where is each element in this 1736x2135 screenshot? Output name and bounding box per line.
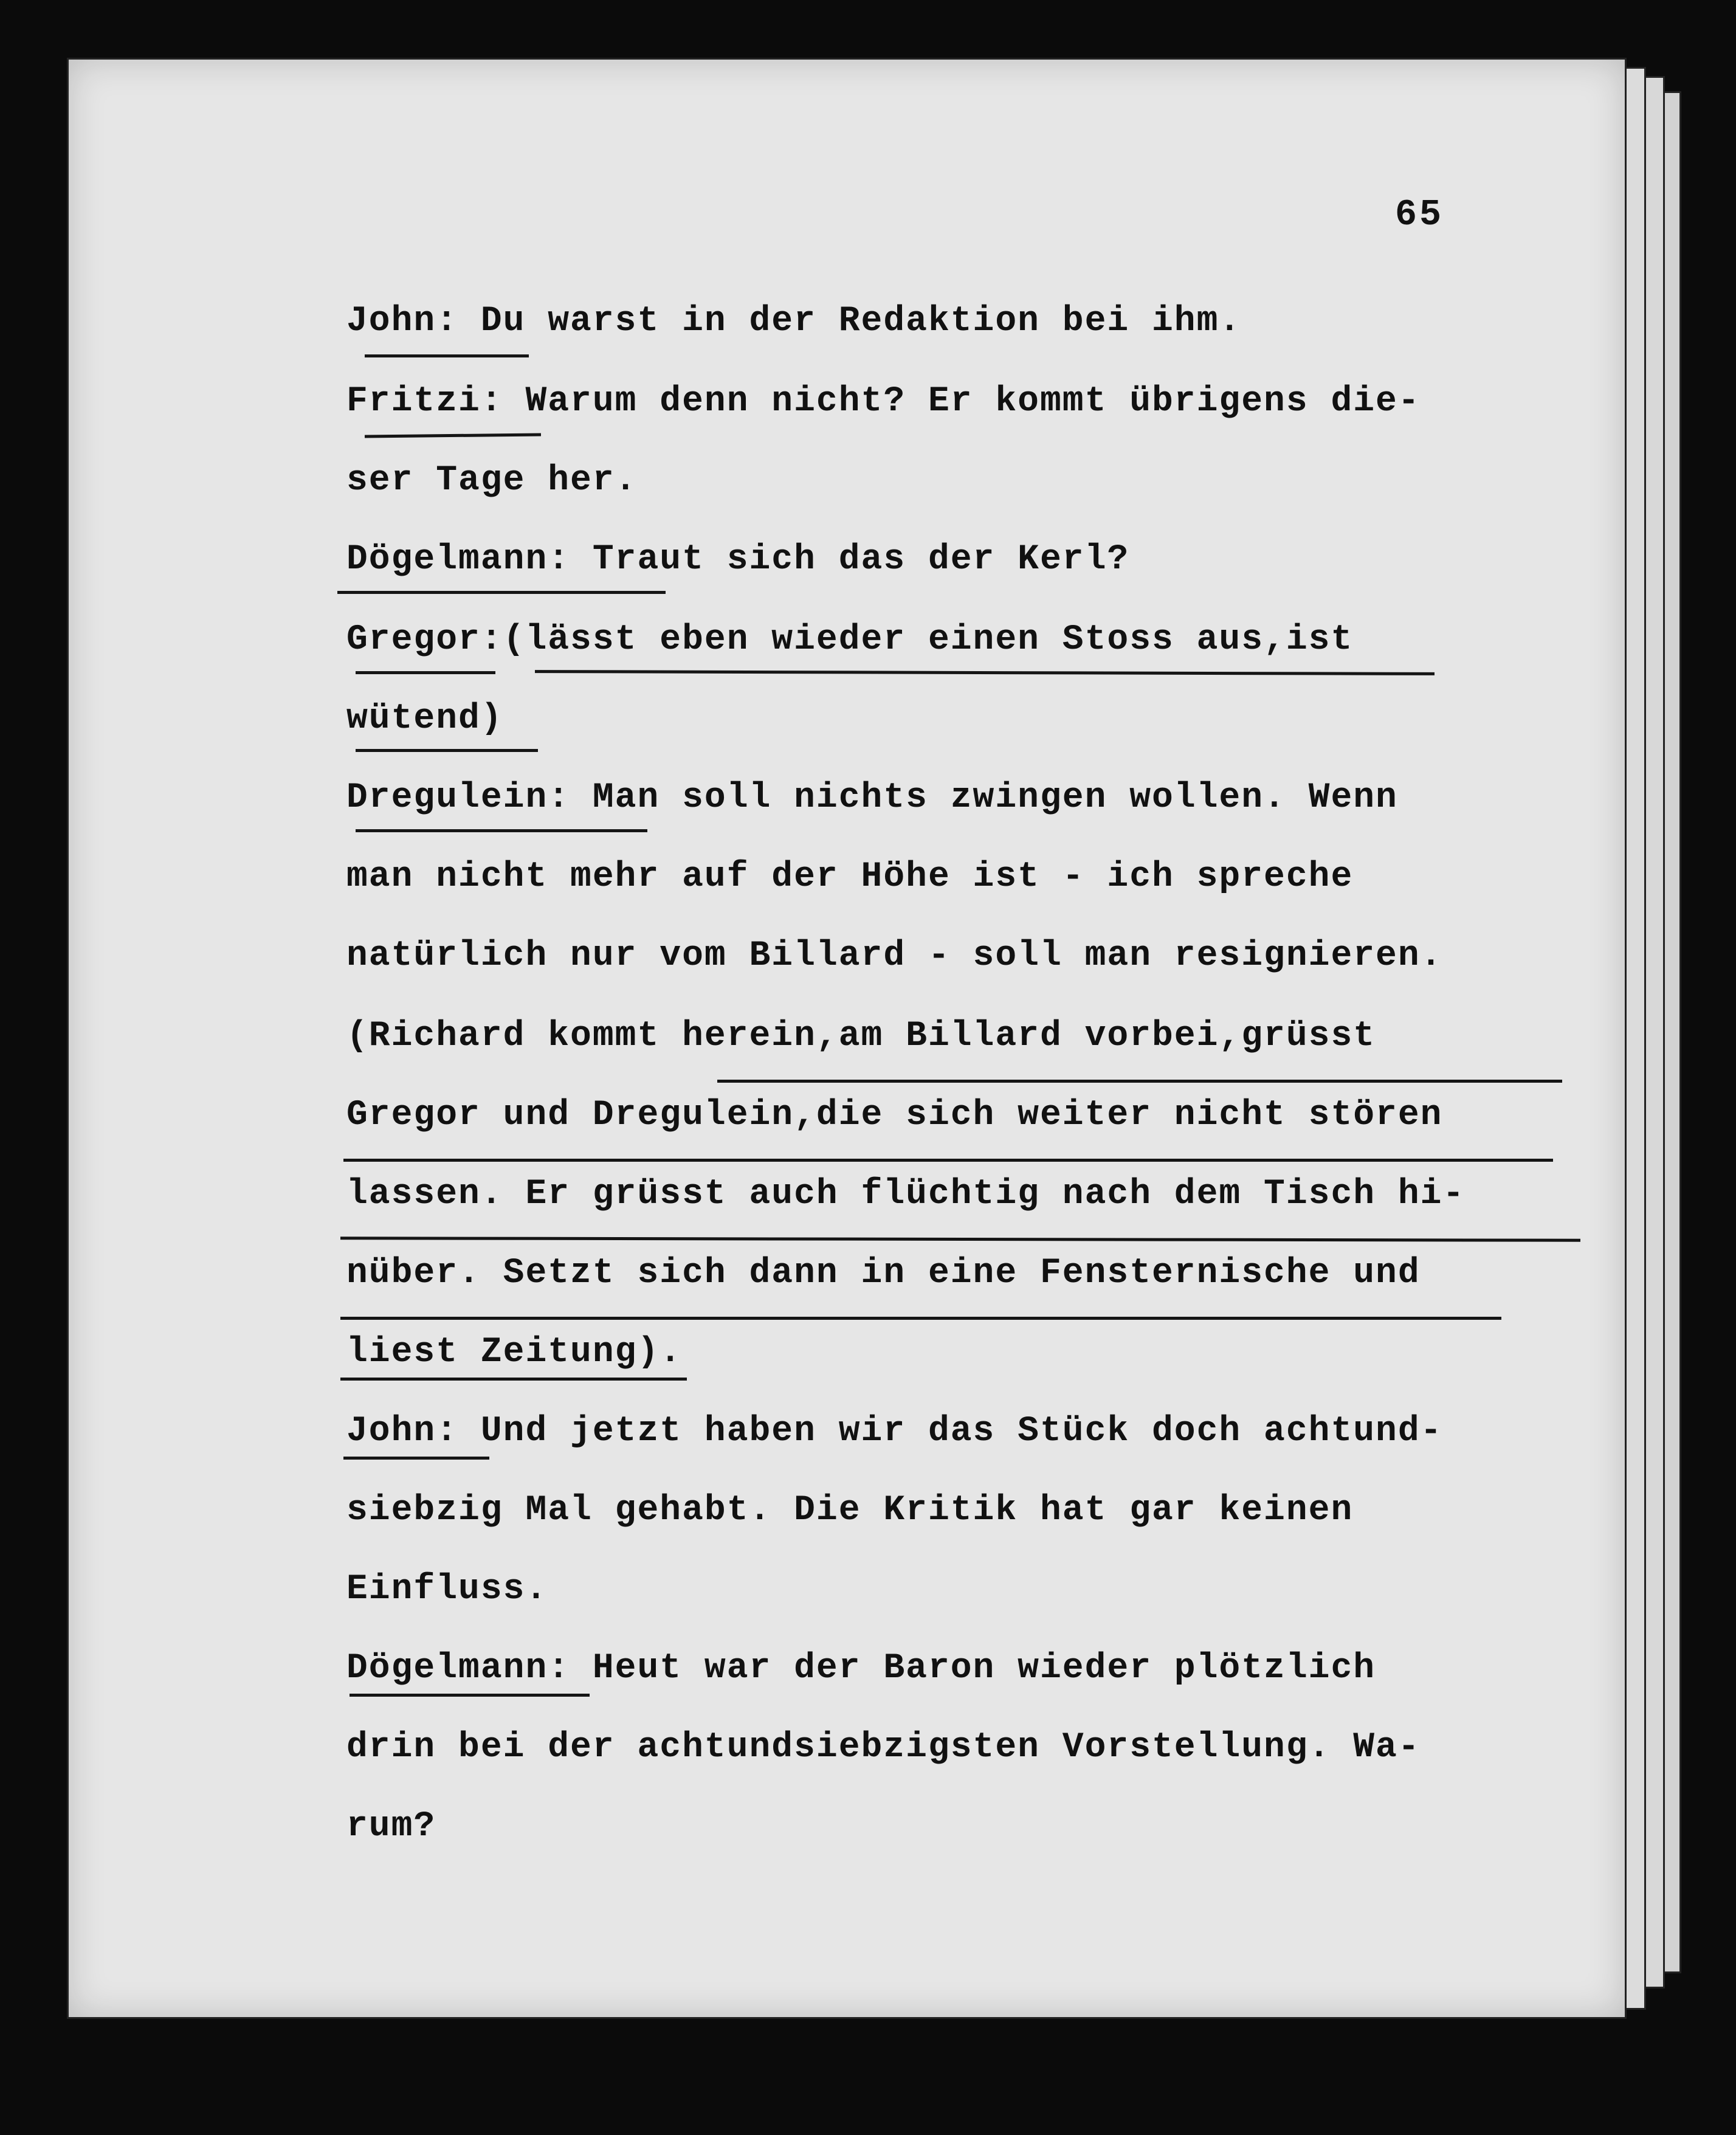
script-line: lassen. Er grüsst auch flüchtig nach dem Tisch hi- — [346, 1174, 1466, 1214]
script-line: wütend) — [346, 699, 503, 739]
speaker-underline — [356, 829, 647, 832]
script-line: Gregor und Dregulein,die sich weiter nicht stören — [346, 1095, 1443, 1135]
stage-direction-underline — [356, 749, 538, 752]
speaker-underline — [337, 591, 666, 594]
script-line: Gregor:(lässt eben wieder einen Stoss aus,ist — [346, 620, 1354, 660]
speaker-underline — [356, 671, 495, 674]
script-line: rum? — [346, 1807, 436, 1846]
script-line: Fritzi: Warum denn nicht? Er kommt übrigens die- — [346, 382, 1421, 421]
script-line: man nicht mehr auf der Höhe ist - ich spreche — [346, 857, 1354, 897]
script-line: Dögelmann: Traut sich das der Kerl? — [346, 540, 1130, 579]
page-number: 65 — [1395, 195, 1444, 236]
script-line: Dögelmann: Heut war der Baron wieder plötzlich — [346, 1649, 1376, 1688]
script-line: (Richard kommt herein,am Billard vorbei,grüsst — [346, 1016, 1376, 1056]
script-line: Dregulein: Man soll nichts zwingen wollen. Wenn — [346, 778, 1398, 818]
script-line: drin bei der achtundsiebzigsten Vorstellung. Wa- — [346, 1728, 1421, 1767]
script-line: natürlich nur vom Billard - soll man resignieren. — [346, 936, 1443, 976]
script-line: liest Zeitung). — [346, 1333, 683, 1372]
speaker-underline — [350, 1694, 590, 1697]
stage-direction-underline — [717, 1080, 1562, 1083]
stage-direction-underline — [340, 1317, 1501, 1320]
script-line: John: Du warst in der Redaktion bei ihm. — [346, 302, 1242, 341]
stage-direction-underline — [340, 1378, 687, 1381]
speaker-underline — [365, 354, 529, 357]
script-line: nüber. Setzt sich dann in eine Fensternische und — [346, 1254, 1421, 1293]
stage-direction-underline — [343, 1159, 1553, 1162]
script-line: siebzig Mal gehabt. Die Kritik hat gar keinen — [346, 1491, 1354, 1530]
script-line: ser Tage her. — [346, 461, 638, 500]
script-line: Einfluss. — [346, 1570, 548, 1609]
script-line: John: Und jetzt haben wir das Stück doch achtund- — [346, 1412, 1443, 1451]
speaker-underline — [343, 1457, 489, 1460]
